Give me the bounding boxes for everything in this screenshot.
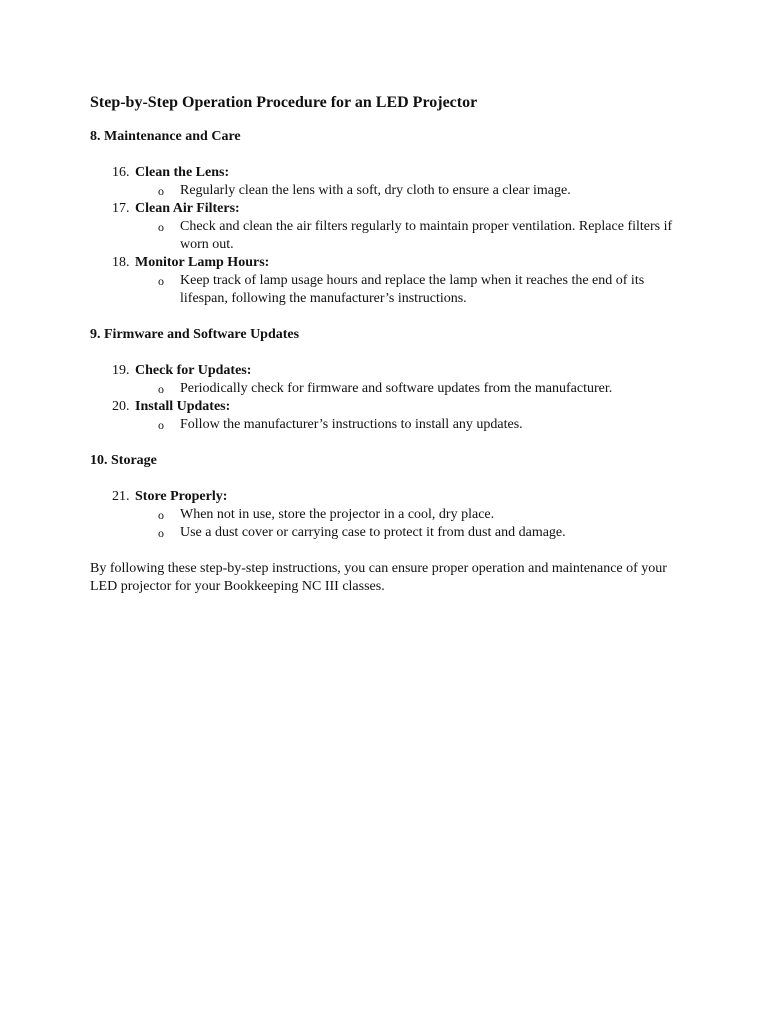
bullet-item	[90, 380, 680, 398]
step-number: 17.	[112, 201, 130, 216]
bullet-text: Check and clean the air filters regularly to maintain proper ventilation. Replace filters if worn out.	[180, 219, 673, 252]
bullet-item	[90, 182, 680, 200]
step-number: 20.	[112, 399, 130, 414]
step-item	[90, 398, 680, 434]
step-item	[90, 362, 680, 398]
bullet-text: Keep track of lamp usage hours and replace the lamp when it reaches the end of its lifespan, following the manufacturer’s instructions.	[180, 273, 645, 306]
step-title: Store Properly:	[135, 489, 228, 504]
step-number: 19.	[112, 363, 130, 378]
step-list-storage	[90, 488, 680, 542]
step-item	[90, 200, 680, 254]
document-page	[90, 92, 680, 596]
step-list-firmware	[90, 362, 680, 434]
bullet-circle-icon: o	[158, 526, 164, 540]
section-heading-firmware: 9. Firmware and Software Updates	[90, 327, 300, 342]
step-item	[90, 164, 680, 200]
step-item	[90, 254, 680, 308]
step-title: Clean the Lens:	[135, 165, 230, 180]
bullet-list	[90, 380, 680, 398]
bullet-circle-icon: o	[158, 418, 164, 432]
bullet-list	[90, 272, 680, 308]
bullet-circle-icon: o	[158, 184, 164, 198]
section-heading-storage: 10. Storage	[90, 453, 157, 468]
bullet-circle-icon: o	[158, 220, 164, 234]
step-number: 21.	[112, 489, 130, 504]
bullet-list	[90, 416, 680, 434]
step-number: 18.	[112, 255, 130, 270]
bullet-circle-icon: o	[158, 274, 164, 288]
bullet-item	[90, 416, 680, 434]
bullet-text: Regularly clean the lens with a soft, dry cloth to ensure a clear image.	[180, 183, 571, 198]
bullet-text: Use a dust cover or carrying case to protect it from dust and damage.	[180, 525, 566, 540]
step-item	[90, 488, 680, 542]
bullet-circle-icon: o	[158, 508, 164, 522]
bullet-text: Follow the manufacturer’s instructions to install any updates.	[180, 417, 523, 432]
bullet-item	[90, 524, 680, 542]
bullet-text: Periodically check for firmware and software updates from the manufacturer.	[180, 381, 613, 396]
bullet-text: When not in use, store the projector in a cool, dry place.	[180, 507, 495, 522]
bullet-list	[90, 182, 680, 200]
step-list-maintenance	[90, 164, 680, 308]
step-title: Monitor Lamp Hours:	[135, 255, 270, 270]
bullet-item	[90, 506, 680, 524]
closing-paragraph: By following these step-by-step instructions, you can ensure proper operation and maintenance of your LED projector for your Bookkeeping NC III classes.	[90, 561, 667, 594]
section-heading-maintenance: 8. Maintenance and Care	[90, 129, 241, 144]
bullet-list	[90, 218, 680, 254]
step-title: Clean Air Filters:	[135, 201, 240, 216]
step-number: 16.	[112, 165, 130, 180]
bullet-item	[90, 218, 680, 254]
step-title: Check for Updates:	[135, 363, 252, 378]
step-title: Install Updates:	[135, 399, 231, 414]
bullet-circle-icon: o	[158, 382, 164, 396]
bullet-item	[90, 272, 680, 308]
document-title: Step-by-Step Operation Procedure for an LED Projector	[90, 94, 478, 111]
bullet-list	[90, 506, 680, 542]
